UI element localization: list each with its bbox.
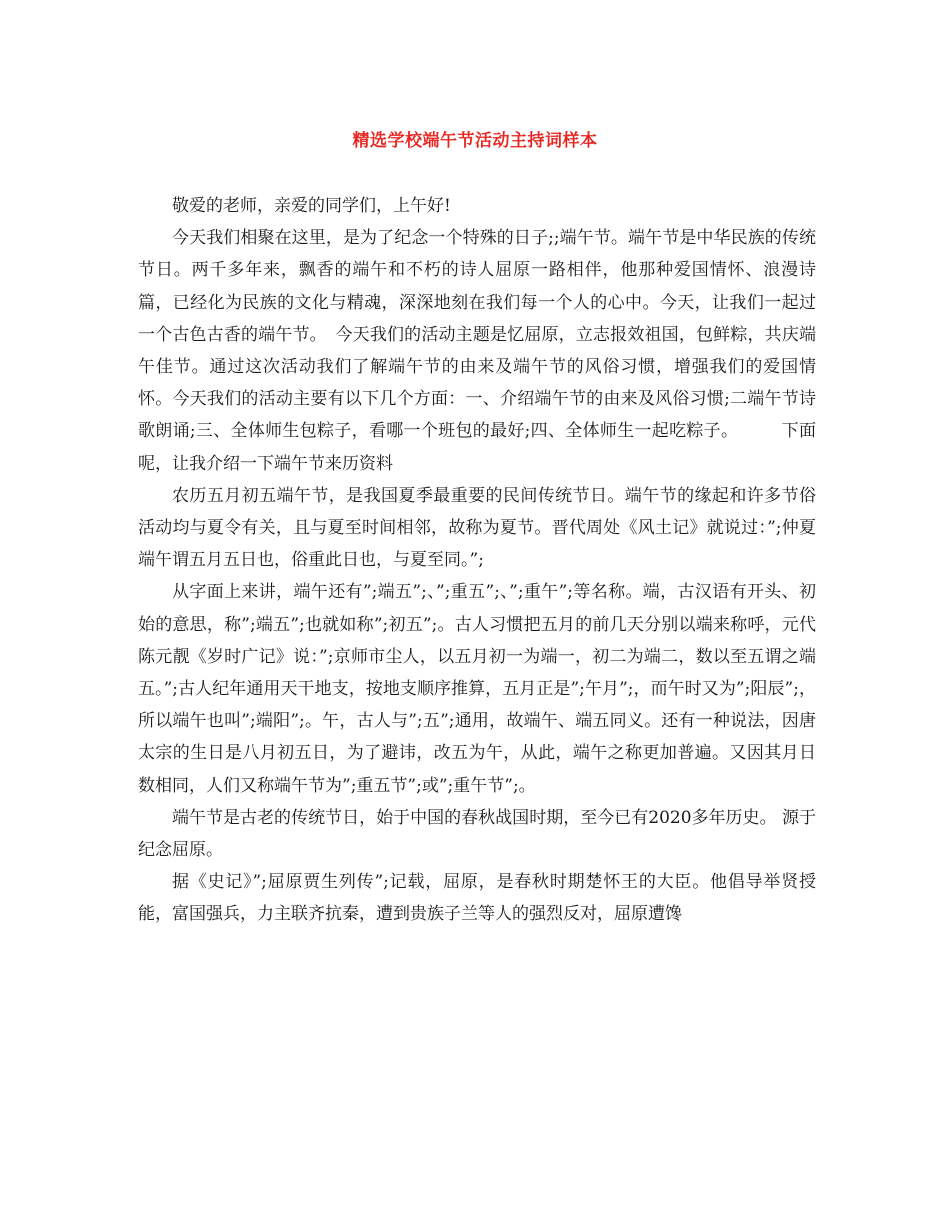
paragraph-intro: 今天我们相聚在这里，是为了纪念一个特殊的日子;;端午节。端午节是中华民族的传统节日。两千多年来，飘香的端午和不朽的诗人屈原一路相伴，他那种爱国情怀、浪漫诗篇，已经化为民族的文化与精魂，深深地刻在我们每一个人的心中。今天，让我们一起过一个古色古香的端午节。 今天我们的活动主题是忆屈原，立志报效祖国，包鲜粽，共庆端午佳节。通过这次活动我们了解端午节的由来及端午节的风俗习惯，增强我们的爱国情怀。今天我们的活动主要有以下几个方面：一、介绍端午节的由来及风俗习惯;二端午节诗歌朗诵;三、全体师生包粽子，看哪一个班包的最好;四、全体师生一起吃粽子。 下面呢，让我介绍一下端午节来历资料 <box>138 228 816 474</box>
paragraph-greeting: 敬爱的老师，亲爱的同学们，上午好! <box>172 196 451 216</box>
paragraph-quyuan: 据《史记》”;屈原贾生列传”;记载，屈原，是春秋时期楚怀王的大臣。他倡导举贤授能，富国强兵，力主联齐抗秦，遭到贵族子兰等人的强烈反对，屈原遭馋 <box>138 872 816 925</box>
paragraph-names: 从字面上来讲，端午还有”;端五”;、”;重五”;、”;重午”;等名称。端，古汉语有开头、初始的意思，称”;端五”;也就如称”;初五”;。古人习惯把五月的前几天分别以端来称呼，元代陈元靓《岁时广记》说：”;京师市尘人，以五月初一为端一，初二为端二，数以至五谓之端五。”;古人纪年通用天干地支，按地支顺序推算，五月正是”;午月”;，而午时又为”;阳辰”;，所以端午也叫”;端阳”;。午，古人与”;五”;通用，故端午、端五同义。还有一种说法，因唐太宗的生日是八月初五日，为了避讳，改五为午，从此，端午之称更加普遍。又因其月日数相同，人们又称端午节为”;重五节”;或”;重午节”;。 <box>138 582 816 796</box>
document-body <box>138 190 816 931</box>
paragraph-origin: 农历五月初五端午节，是我国夏季最重要的民间传统节日。端午节的缘起和许多节俗活动均与夏令有关，且与夏至时间相邻，故称为夏节。晋代周处《风土记》就说过：”;仲夏端午谓五月五日也，俗重此日也，与夏至同。”; <box>138 485 816 571</box>
document-title: 精选学校端午节活动主持词样本 <box>352 131 598 151</box>
paragraph-history: 端午节是古老的传统节日，始于中国的春秋战国时期，至今已有2020多年历史。 源于纪念屈原。 <box>138 807 816 861</box>
